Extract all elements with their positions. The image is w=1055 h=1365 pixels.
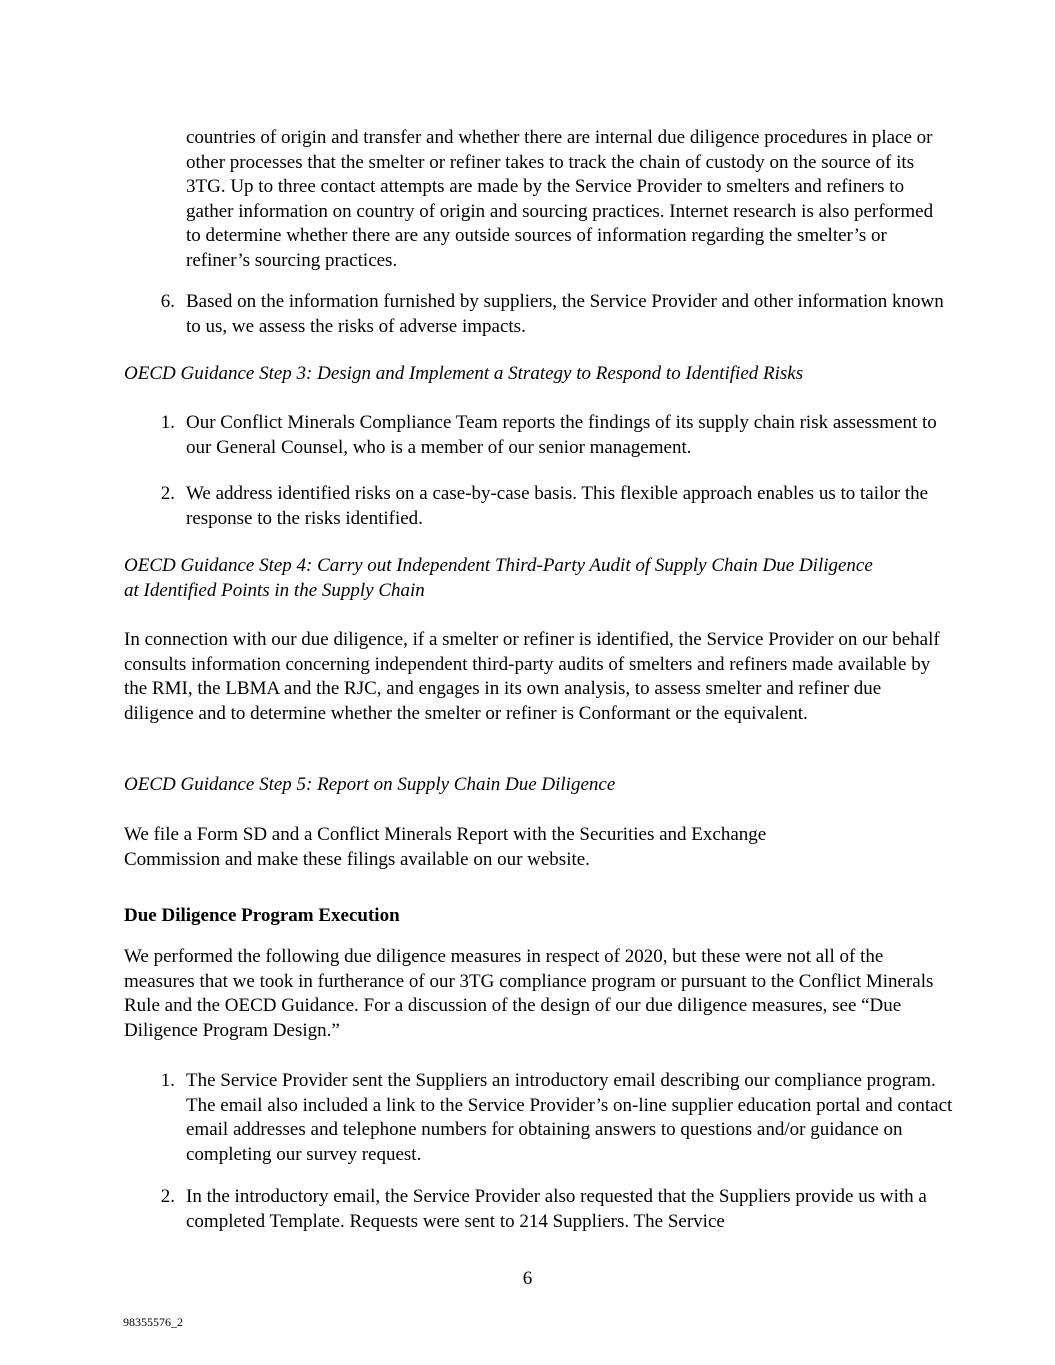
- step4-paragraph: In connection with our due diligence, if a smelter or refiner is identified, the Service Provider on our behalf consults information concerning independent third-party audits of smelters and refiners made available by the RMI, the LBMA and the RJC, and engages in its own analysis, to assess smelter and refiner due diligence and to determine whether the smelter or refiner is Conformant or the equivalent.: [124, 629, 940, 724]
- list-item-number: 6.: [160, 291, 175, 312]
- list-item-text: The Service Provider sent the Suppliers an introductory email describing our compliance program. The email also included a link to the Service Provider’s on-line supplier education portal and contact email addresses and telephone numbers for obtaining answers to questions and/or guidance on completing our survey request.: [186, 1070, 953, 1165]
- list-item-step2-6: [124, 290, 954, 339]
- step5-heading: OECD Guidance Step 5: Report on Supply Chain Due Diligence: [124, 774, 616, 795]
- execution-intro: We performed the following due diligence measures in respect of 2020, but these were not all of the measures that we took in furtherance of our 3TG compliance program or pursuant to the Conflict Minerals Rule and the OECD Guidance. For a discussion of the design of our due diligence measures, see “Due Diligence Program Design.”: [124, 946, 934, 1041]
- continued-paragraph: countries of origin and transfer and whether there are internal due diligence procedures in place or other processes that the smelter or refiner takes to track the chain of custody on the source of its 3TG. Up to three contact attempts are made by the Service Provider to smelters and refiners to gather information on country of origin and sourcing practices. Internet research is also performed to determine whether there are any outside sources of information regarding the smelter’s or refiner’s sourcing practices.: [186, 127, 934, 271]
- list-item-text: We address identified risks on a case-by-case basis. This flexible approach enables us to tailor the response to the risks identified.: [186, 483, 929, 529]
- list-item-execution-2: [124, 1185, 954, 1234]
- list-item-execution-1: [124, 1069, 954, 1167]
- step3-heading: OECD Guidance Step 3: Design and Implement a Strategy to Respond to Identified Risks: [124, 363, 804, 384]
- step5-paragraph: We file a Form SD and a Conflict Minerals Report with the Securities and Exchange Commission and make these filings available on our website.: [124, 824, 767, 870]
- list-item-number: 1.: [160, 412, 175, 433]
- list-item-step3-1: [124, 411, 954, 460]
- list-item-step3-2: [124, 482, 954, 531]
- list-item-number: 2.: [160, 483, 175, 504]
- execution-heading: Due Diligence Program Execution: [124, 905, 400, 926]
- list-item-text: In the introductory email, the Service Provider also requested that the Suppliers provide us with a completed Template. Requests were sent to 214 Suppliers. The Service: [186, 1186, 927, 1232]
- list-item-text: Our Conflict Minerals Compliance Team reports the findings of its supply chain risk assessment to our General Counsel, who is a member of our senior management.: [186, 412, 937, 458]
- document-id: 98355576_2: [123, 1315, 183, 1329]
- list-item-number: 2.: [160, 1186, 175, 1207]
- list-item-text: Based on the information furnished by suppliers, the Service Provider and other information known to us, we assess the risks of adverse impacts.: [186, 291, 944, 337]
- page-number: 6: [522, 1268, 533, 1289]
- step4-heading: OECD Guidance Step 4: Carry out Independent Third-Party Audit of Supply Chain Due Diligence at Identified Points in the Supply Chain: [124, 555, 873, 601]
- list-item-number: 1.: [160, 1070, 175, 1091]
